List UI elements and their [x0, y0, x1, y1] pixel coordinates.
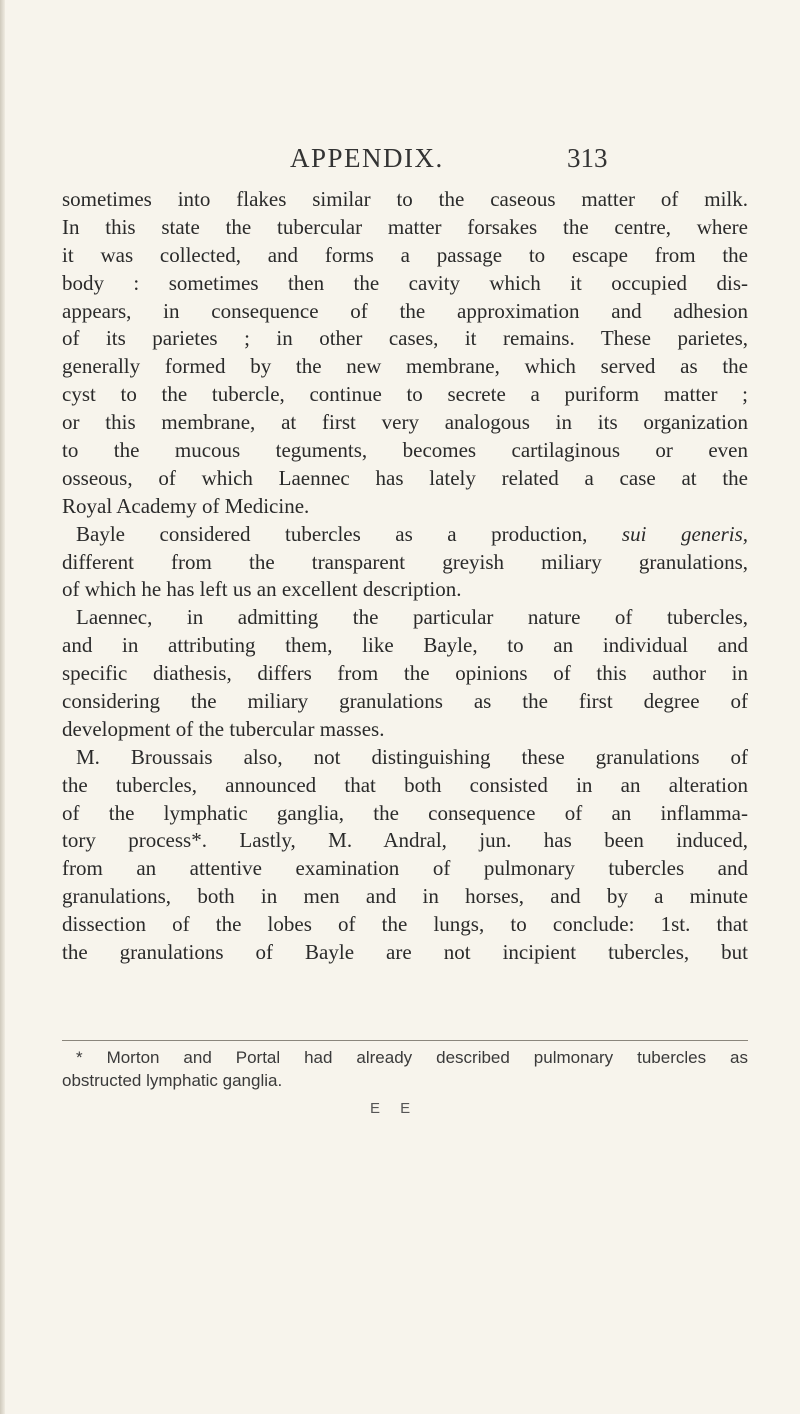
footnote-divider: [62, 1040, 748, 1041]
text-line: body : sometimes then the cavity which it occupied dis-: [62, 270, 748, 295]
text-line: and in attributing them, like Bayle, to an individual and: [62, 633, 748, 658]
text-line: different from the transparent greyish miliary granulations,: [62, 549, 748, 574]
text-line: to the mucous teguments, becomes cartilaginous or even: [62, 438, 748, 463]
text-line: Laennec, in admitting the particular nature of tubercles,: [76, 605, 748, 630]
text-line: osseous, of which Laennec has lately related a case at the: [62, 465, 748, 490]
text-line: appears, in consequence of the approximation and adhesion: [62, 298, 748, 323]
text-line: from an attentive examination of pulmonary tubercles and: [62, 856, 748, 881]
text-line: dissection of the lobes of the lungs, to conclude: 1st. that: [62, 912, 748, 937]
text-line: generally formed by the new membrane, which served as the: [62, 354, 748, 379]
text-line: M. Broussais also, not distinguishing these granulations of: [76, 744, 748, 769]
text-line: of the lymphatic ganglia, the consequence of an inflamma-: [62, 800, 748, 825]
text-line: the tubercles, announced that both consisted in an alteration: [62, 772, 748, 797]
footnote: [62, 1046, 748, 1092]
text-line: or this membrane, at first very analogous in its organization: [62, 410, 748, 435]
page-number: 313: [567, 143, 608, 173]
text-line: In this state the tubercular matter forsakes the centre, where: [62, 214, 748, 239]
text-line: the granulations of Bayle are not incipient tubercles, but: [62, 940, 748, 965]
text-line: it was collected, and forms a passage to escape from the: [62, 242, 748, 267]
text-line: of its parietes ; in other cases, it remains. These parietes,: [62, 326, 748, 351]
footnote-line: obstructed lymphatic ganglia.: [62, 1071, 283, 1090]
text-line: [62, 521, 748, 549]
text-line: considering the miliary granulations as the first degree of: [62, 689, 748, 714]
italic-phrase: sui generis,: [621, 521, 749, 546]
signature-mark: E E: [370, 1100, 419, 1117]
running-title: APPENDIX.: [290, 143, 444, 173]
text-line: cyst to the tubercle, continue to secrete a puriform matter ;: [62, 382, 748, 407]
footnote-line: * Morton and Portal had already described pulmonary tubercles as: [76, 1048, 748, 1067]
text-line: sometimes into flakes similar to the caseous matter of milk.: [62, 187, 748, 211]
text-line: granulations, both in men and in horses, and by a minute: [62, 884, 748, 909]
body-text: [62, 186, 748, 967]
text-line: specific diathesis, differs from the opinions of this author in: [62, 661, 748, 686]
text-line: Royal Academy of Medicine.: [62, 493, 310, 518]
text-line: of which he has left us an excellent description.: [62, 577, 462, 602]
page-binding-edge: [0, 0, 5, 1414]
text-run: Bayle considered tubercles as a production,: [76, 521, 588, 546]
text-line: tory process*. Lastly, M. Andral, jun. has been induced,: [62, 828, 748, 853]
text-line: development of the tubercular masses.: [62, 716, 385, 741]
running-head: [0, 143, 800, 183]
